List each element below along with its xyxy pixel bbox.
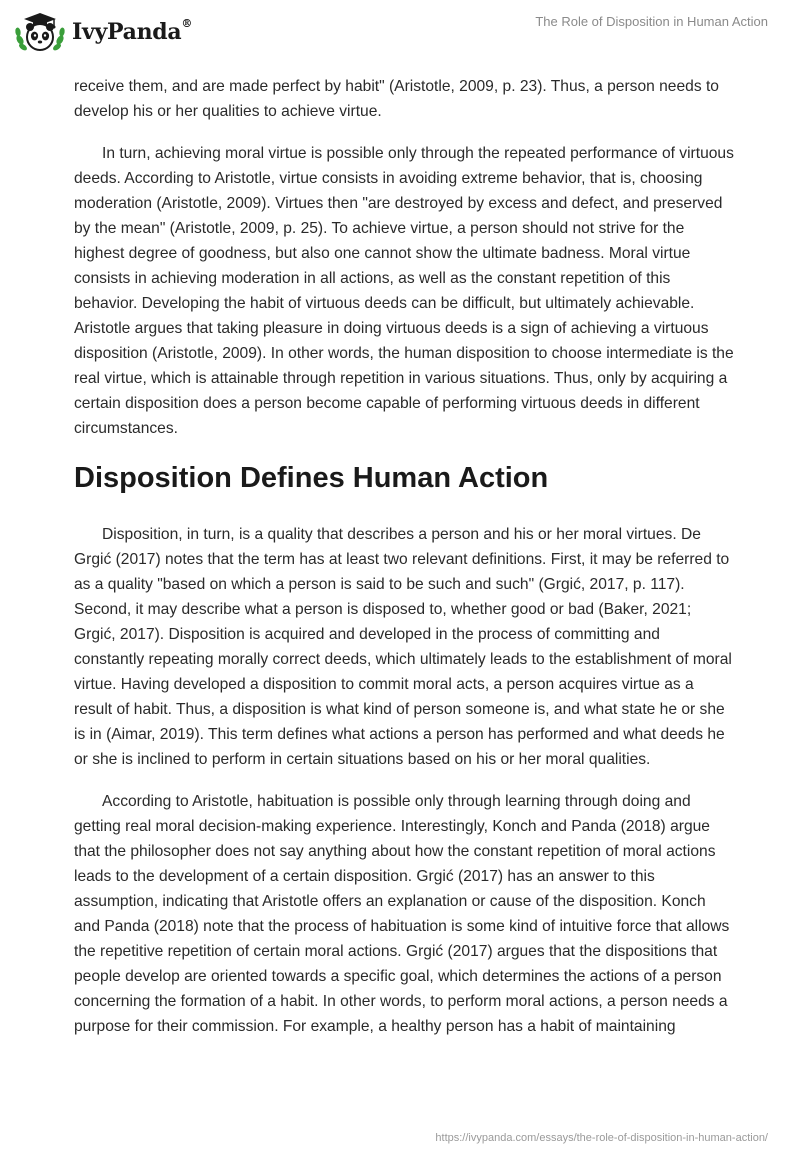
paragraph: Disposition, in turn, is a quality that describes a person and his or her moral virtues. De Grgić (2017) notes that the term has at least two relevant definitions. First, it may be referred to as a quality "based on which a person is said to be such and such" (Grgić, 2017, p. 117). Second, it may describe what a person is disposed to, whether good or bad (Baker, 2021; Grgić, 2017). Disposition is acquired and developed in the process of committing and constantly repeating morally correct deeds, which ultimately leads to the establishment of moral virtue. Having developed a disposition to commit moral acts, a person acquires virtue as a result of habit. Thus, a disposition is what kind of person someone is, and what state he or she is in (Aimar, 2019). This term defines what actions a person has performed and what deeds he or she is inclined to perform in certain situations based on his or her moral qualities. [74,526,732,768]
source-url[interactable]: https://ivypanda.com/essays/the-role-of-disposition-in-human-action/ [435,1132,768,1144]
section-heading: Disposition Defines Human Action [74,462,549,494]
paragraph: In turn, achieving moral virtue is possible only through the repeated performance of virtuous deeds. According to Aristotle, virtue consists in avoiding extreme behavior, that is, choosing moderation (Aristotle, 2009). Virtues then "are destroyed by excess and defect, and preserved by the mean" (Aristotle, 2009, p. 25). To achieve virtue, a person should not strive for the highest degree of goodness, but also one cannot show the ultimate badness. Moral virtue consists in achieving moderation in all actions, as well as the constant repetition of this behavior. Developing the habit of virtuous deeds can be difficult, but ultimately achievable. Aristotle argues that taking pleasure in doing virtuous deeds is a sign of achieving a virtuous disposition (Aristotle, 2009). In other words, the human disposition to choose intermediate is the real virtue, which is attainable through repetition in various situations. Thus, only by acquiring a certain disposition does a person become capable of performing virtuous deeds in different circumstances. [74,145,734,437]
paragraph: According to Aristotle, habituation is possible only through learning through doing and getting real moral decision-making experience. Interestingly, Konch and Panda (2018) argue that the philosopher does not say anything about how the constant repetition of moral actions leads to the development of a certain disposition. Grgić (2017) has an answer to this assumption, indicating that Aristotle offers an explanation or cause of the disposition. Konch and Panda (2018) note that the process of habituation is some kind of intuitive force that allows the repetitive repetition of certain moral actions. Grgić (2017) argues that the dispositions that people develop are oriented towards a specific goal, which determines the actions of a person concerning the formation of a habit. In other words, to perform moral actions, a person needs a purpose for their commission. For example, a healthy person has a habit of maintaining [74,793,730,1035]
ivypanda-logo[interactable] [14,10,192,54]
registered-mark: ® [181,17,193,30]
logo-text: IvyPanda® [72,17,193,45]
essay-body [74,74,734,1056]
panda-graduate-icon [14,10,66,54]
paragraph: receive them, and are made perfect by habit" (Aristotle, 2009, p. 23). Thus, a person needs to develop his or her qualities to achieve virtue. [74,78,719,120]
page-header [0,0,800,66]
document-title: The Role of Disposition in Human Action [535,14,768,29]
